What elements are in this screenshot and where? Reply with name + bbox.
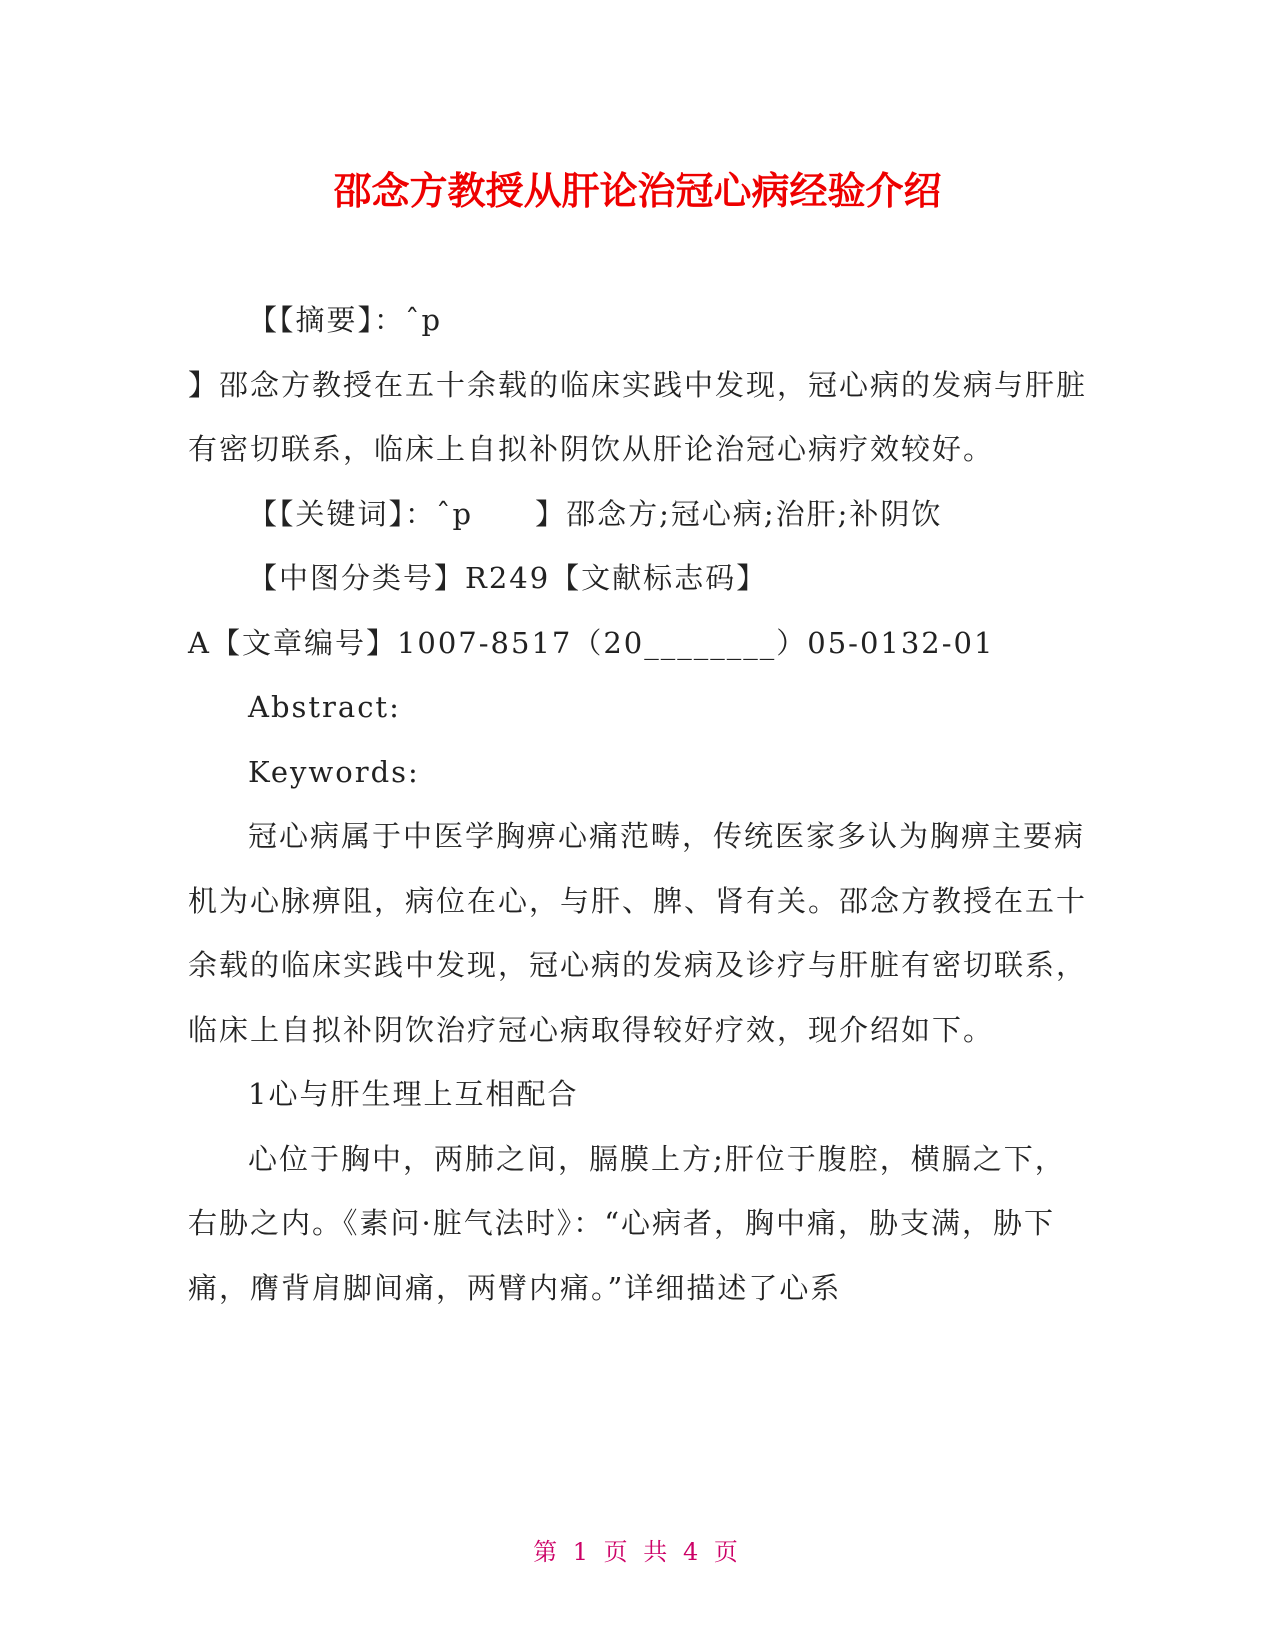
page-footer: 第 1 页 共 4 页 <box>533 1538 742 1566</box>
english-abstract-label: Abstract: <box>248 690 401 724</box>
classification-line: 【中图分类号】R249【文献标志码】 <box>248 561 768 595</box>
document-title: 邵念方教授从肝论治冠心病经验介绍 <box>333 169 942 213</box>
section-paragraph: 心位于胸中，两肺之间，膈膜上方;肝位于腹腔，横膈之下，右胁之内。《素问·脏气法时》：“心病者，胸中痛，胁支满，胁下痛，膺背肩脚间痛，两臂内痛。”详细描述了心系 <box>188 1141 1066 1305</box>
document-body <box>188 288 1088 1320</box>
section-heading: 1心与肝生理上互相配合 <box>248 1077 579 1111</box>
keywords-line: 【【关键词】：ˆp 】邵念方;冠心病;治肝;补阴饮 <box>248 496 943 531</box>
english-keywords-label: Keywords: <box>248 754 420 789</box>
abstract-label: 【【摘要】：ˆp <box>248 303 443 337</box>
abstract-text: 】邵念方教授在五十余载的临床实践中发现，冠心病的发病与肝脏有密切联系，临床上自拟补阴饮从肝论治冠心病疗效较好。 <box>188 367 1088 466</box>
article-number-line: A【文章编号】1007-8517（20________）05-0132-01 <box>188 625 995 660</box>
intro-paragraph: 冠心病属于中医学胸痹心痛范畴，传统医家多认为胸痹主要病机为心脉痹阻，病位在心，与肝、脾、肾有关。邵念方教授在五十余载的临床实践中发现，冠心病的发病及诊疗与肝脏有密切联系，临床上自拟补阴饮治疗冠心病取得较好疗效，现介绍如下。 <box>188 819 1088 1047</box>
